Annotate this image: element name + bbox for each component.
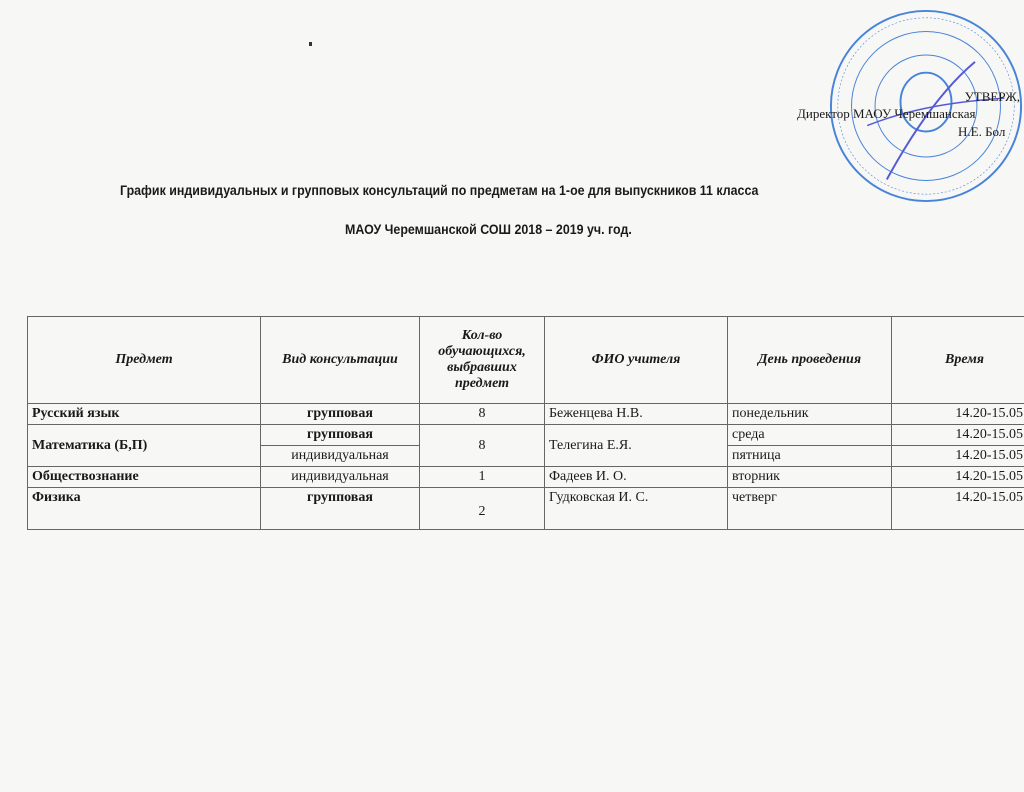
header-time: Время	[892, 317, 1024, 404]
cell-teacher: Беженцева Н.В.	[545, 404, 728, 425]
scan-speck	[309, 42, 312, 46]
cell-time: 14.20-15.05	[892, 488, 1024, 530]
cell-count: 1	[420, 467, 545, 488]
cell-day: понедельник	[728, 404, 892, 425]
cell-teacher: Гудковская И. С.	[545, 488, 728, 530]
header-type: Вид консультации	[261, 317, 420, 404]
document-title: График индивидуальных и групповых консультаций по предметам на 1-ое для выпускников 11 класса	[120, 183, 759, 198]
document-subtitle: МАОУ Черемшанской СОШ 2018 – 2019 уч. год.	[345, 222, 632, 237]
table-header-row	[28, 317, 1024, 404]
approval-director: Директор МАОУ Черемшанская	[797, 106, 976, 121]
approval-signature-name: Н.Е. Бол	[958, 124, 1006, 139]
cell-day: пятница	[728, 446, 892, 467]
cell-count: 2	[420, 488, 545, 530]
table-row	[28, 404, 1024, 425]
cell-time: 14.20-15.05	[892, 425, 1024, 446]
header-teacher: ФИО учителя	[545, 317, 728, 404]
cell-type: групповая	[261, 404, 420, 425]
header-day: День проведения	[728, 317, 892, 404]
cell-type: групповая	[261, 425, 420, 446]
cell-subject: Обществознание	[28, 467, 261, 488]
header-count: Кол-во обучающихся, выбравших предмет	[420, 317, 545, 404]
table-row	[28, 488, 1024, 530]
cell-subject: Русский язык	[28, 404, 261, 425]
cell-time: 14.20-15.05	[892, 404, 1024, 425]
cell-time: 14.20-15.05	[892, 446, 1024, 467]
header-subject: Предмет	[28, 317, 261, 404]
cell-subject: Физика	[28, 488, 261, 530]
cell-type: индивидуальная	[261, 467, 420, 488]
cell-type: индивидуальная	[261, 446, 420, 467]
cell-count: 8	[420, 425, 545, 467]
table-row	[28, 425, 1024, 446]
cell-day: четверг	[728, 488, 892, 530]
cell-day: вторник	[728, 467, 892, 488]
cell-time: 14.20-15.05	[892, 467, 1024, 488]
cell-type: групповая	[261, 488, 420, 530]
cell-day: среда	[728, 425, 892, 446]
cell-teacher: Фадеев И. О.	[545, 467, 728, 488]
consultation-schedule-table	[27, 316, 1024, 530]
cell-teacher: Телегина Е.Я.	[545, 425, 728, 467]
cell-count: 8	[420, 404, 545, 425]
approval-heading: УТВЕРЖ,	[964, 89, 1020, 104]
cell-subject: Математика (Б,П)	[28, 425, 261, 467]
table-row	[28, 467, 1024, 488]
